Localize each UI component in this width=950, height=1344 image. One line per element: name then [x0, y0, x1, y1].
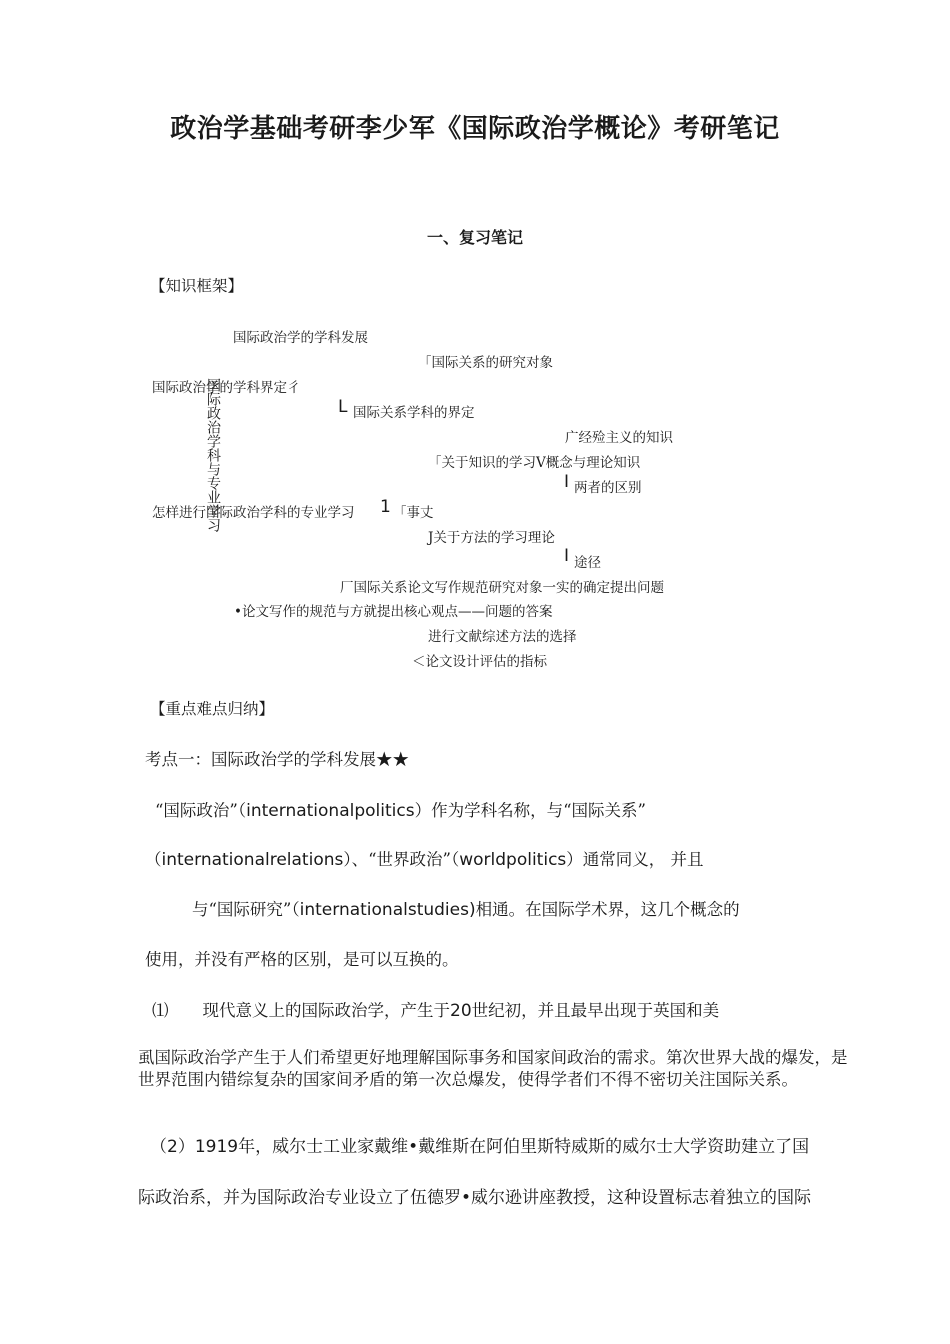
framework-line: 进行文献综述方法的选择: [428, 629, 577, 645]
framework-line: 「国际关系的研究对象: [418, 355, 553, 371]
text-run: internationalrelations: [161, 850, 344, 870]
framework-line: 国际政治学的学科界定彳: [152, 380, 301, 396]
framework-bar-marker: I: [564, 472, 570, 492]
text-run: ）、“世界政治”（: [343, 850, 460, 869]
framework-line: J关于方法的学习理论: [428, 530, 555, 546]
text-run: ）通常同义， 并且: [566, 850, 704, 869]
text-run: 20: [450, 1001, 472, 1021]
framework-line: ＜论文设计评估的指标: [412, 654, 547, 670]
paragraph-line: [155, 797, 646, 821]
text-run: ）作为学科名称，与“国际关系”: [414, 801, 646, 820]
paragraph-line: [145, 846, 704, 870]
framework-line: 途径: [574, 555, 601, 571]
text-run: 与“国际研究”（: [192, 900, 300, 919]
paragraph-line: [192, 896, 740, 920]
framework-line: 怎样进行国际政治学科的专业学习: [152, 505, 355, 521]
knowledge-framework-label: 【知识框架】: [150, 277, 244, 295]
framework-line: 「关于知识的学习Ⅴ概念与理论知识: [428, 455, 641, 471]
framework-line: 国际政治学的学科发展: [233, 330, 368, 346]
framework-line: 广经殓主义的知识: [565, 430, 673, 446]
key-points-label: 【重点难点归纳】: [150, 700, 275, 718]
framework-vertical-label: 国际政治学科与专业学习: [205, 378, 221, 532]
section-heading: 一、复习笔记: [426, 228, 523, 247]
text-run: worldpolitics: [459, 850, 567, 870]
framework-bar-marker: I: [564, 546, 570, 566]
numbered-item: [150, 1132, 809, 1157]
document-title: 政治学基础考研李少军《国际政治学概论》考研笔记: [170, 114, 780, 144]
framework-number-marker: 1: [380, 497, 391, 517]
paragraph-line: 使用，并没有严格的区别，是可以互换的。: [145, 950, 459, 969]
paragraph-block: 虱国际政治学产生于人们希望更好地理解国际事务和国家间政治的需求。第次世界大战的爆发，是世界范围内错综复杂的国家间矛盾的第一次总爆发，使得学者们不得不密切关注国际关系。: [138, 1048, 848, 1089]
text-run: “国际政治”（: [155, 801, 247, 820]
framework-line: •论文写作的规范与方就提出核心观点——问题的答案: [234, 604, 553, 620]
text-run: （: [145, 850, 162, 869]
text-run: 年，威尔士工业家戴维•戴维斯在阿伯里斯特威斯的威尔士大学资助建立了国: [238, 1137, 810, 1157]
framework-line: 「事丈: [393, 505, 434, 521]
framework-line: 厂国际关系论文写作规范研究对象一实的确定提出问题: [340, 580, 664, 596]
framework-bracket-marker: L: [338, 397, 348, 417]
numbered-item: [152, 997, 719, 1021]
text-run: 现代意义上的国际政治学，产生于: [202, 1001, 450, 1020]
text-run: internationalstudies): [299, 900, 476, 920]
exam-point-heading: 考点一：国际政治学的学科发展★★: [145, 750, 409, 769]
paragraph-line: 际政治系，并为国际政治专业设立了伍德罗•威尔逊讲座教授，这种设置标志着独立的国际: [138, 1188, 812, 1208]
text-run: 世纪初，并且最早出现于英国和美: [471, 1001, 720, 1020]
item-number: ⑴: [152, 1001, 169, 1020]
text-run: 相通。在国际学术界，这几个概念的: [475, 900, 740, 919]
framework-line: 国际关系学科的界定: [353, 405, 475, 421]
framework-line: 两者的区别: [574, 480, 642, 496]
text-run: internationalpolitics: [246, 801, 415, 821]
text-run: （2）1919: [150, 1137, 239, 1157]
